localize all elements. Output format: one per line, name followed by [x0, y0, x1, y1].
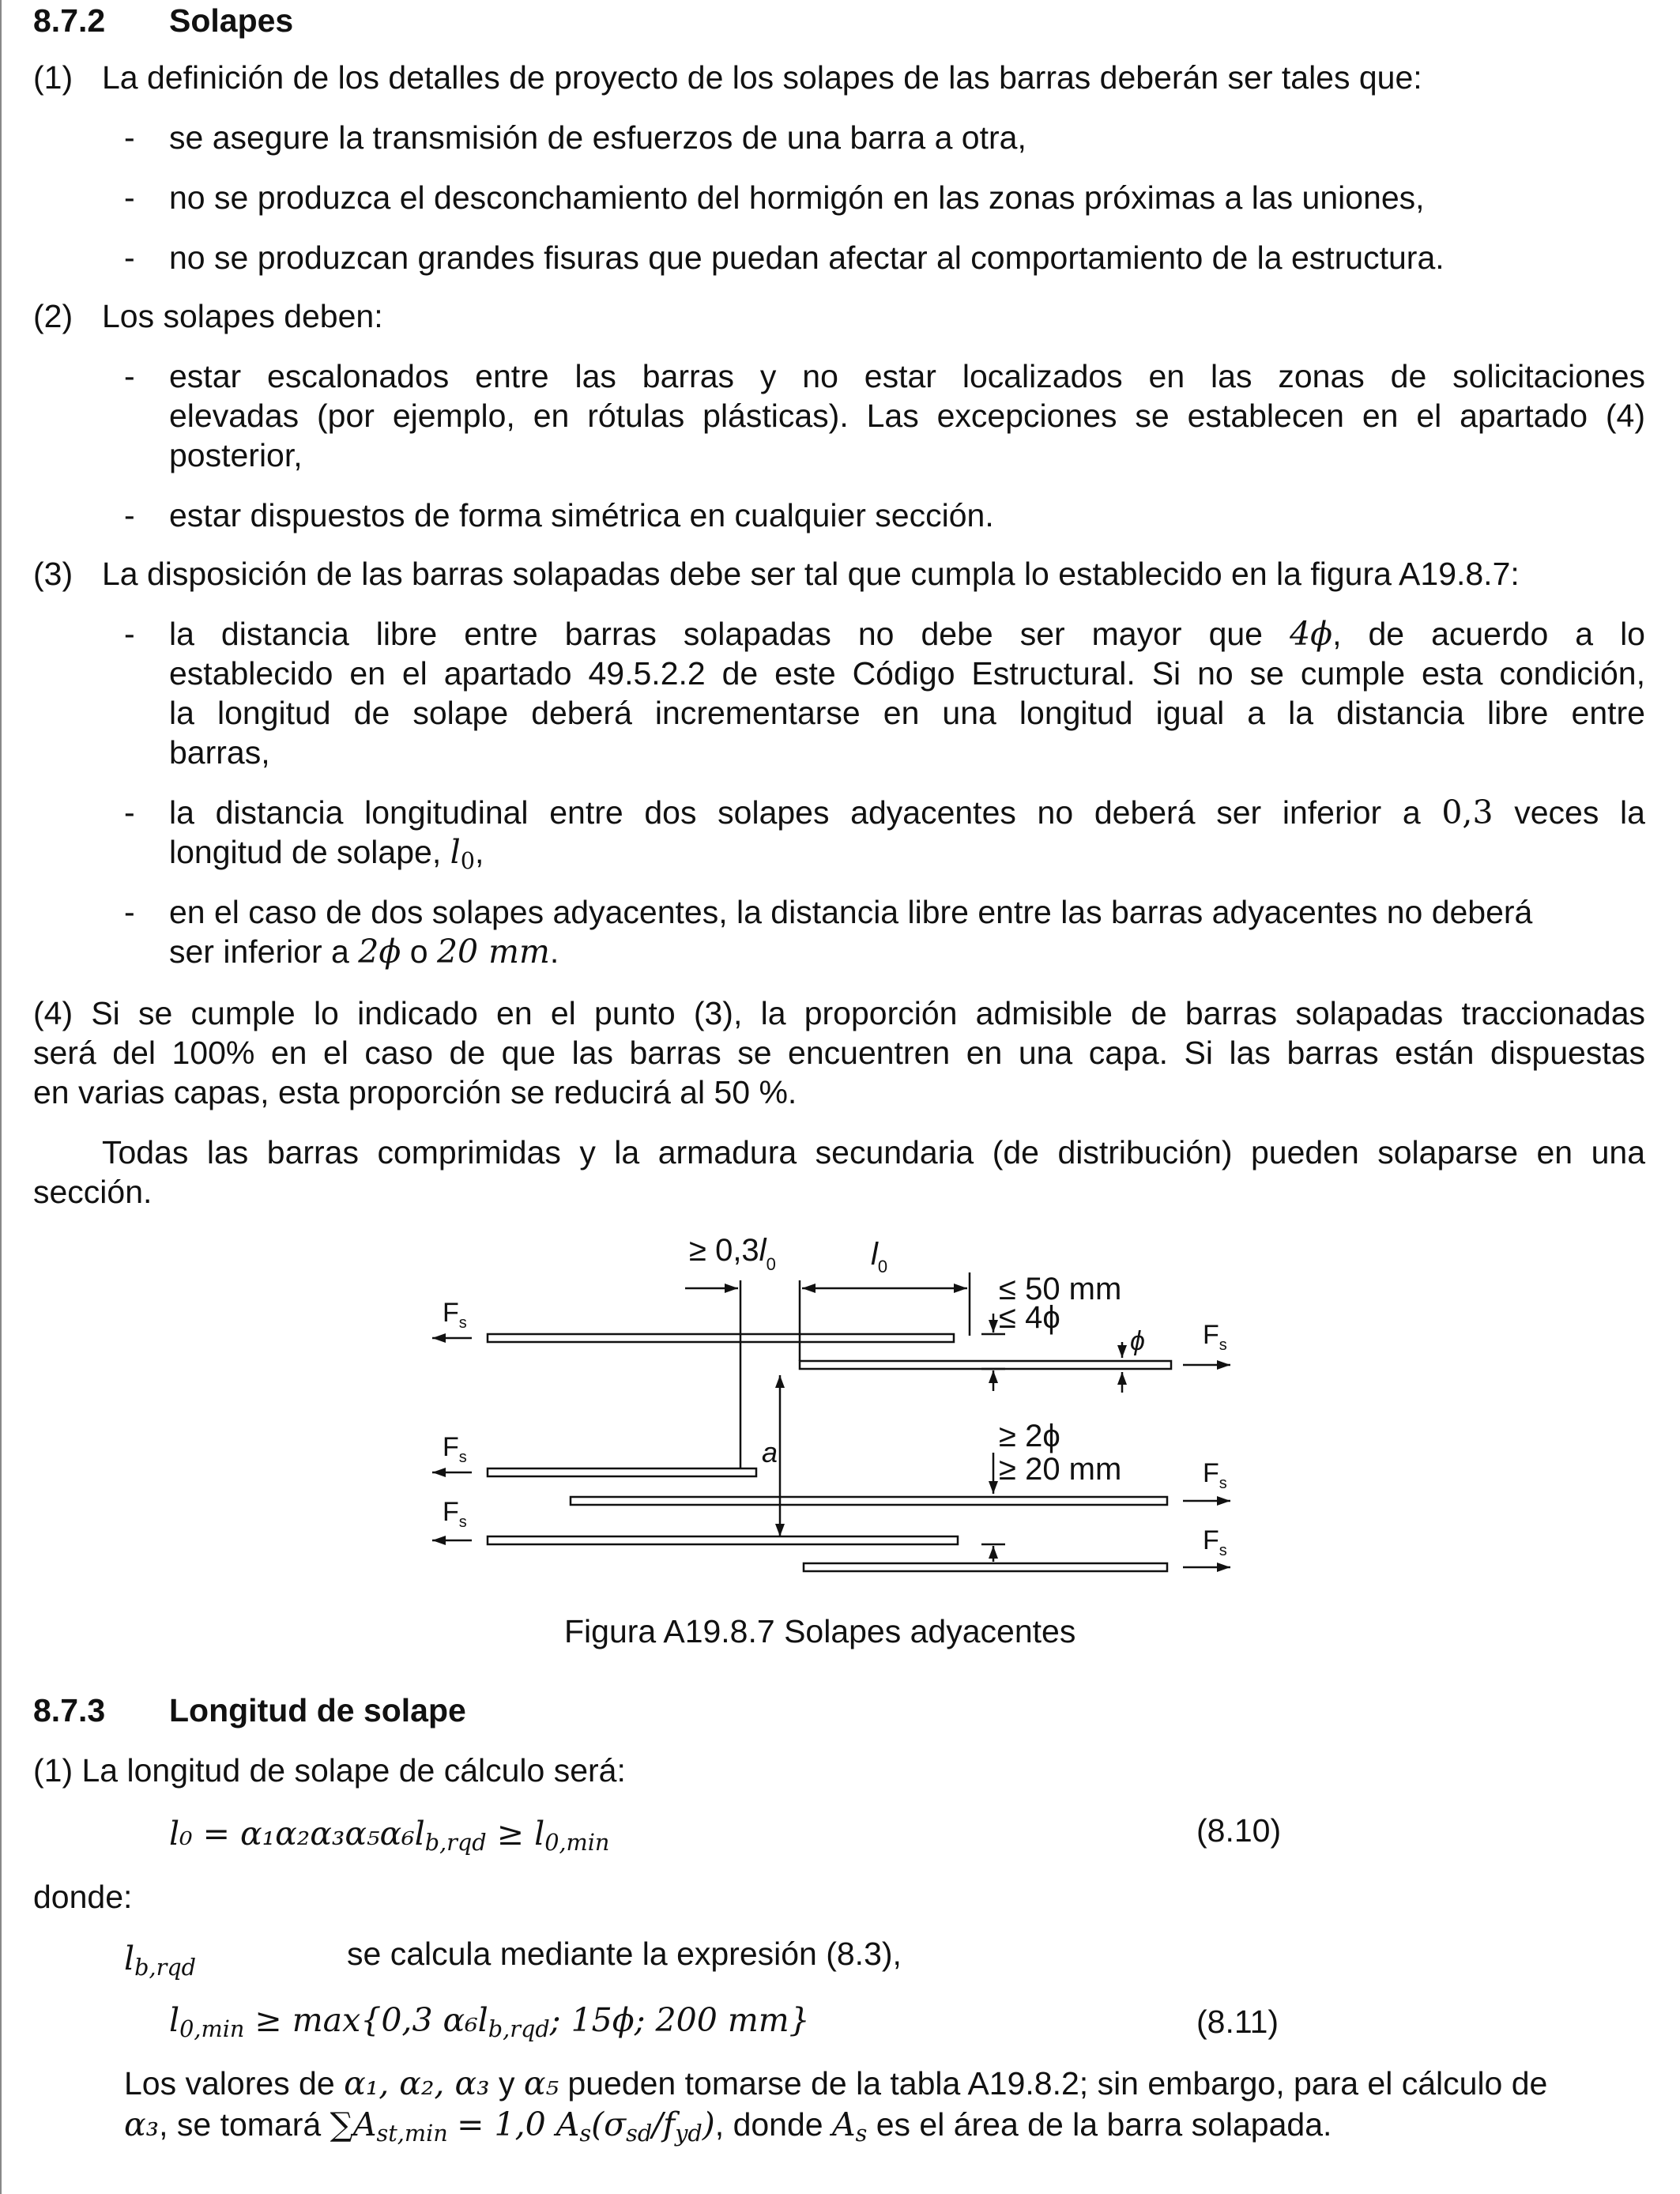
list-item: se asegure la transmisión de esfuerzos de una barra a otra,	[169, 119, 1026, 156]
para-line: Todas las barras comprimidas y la armadura secundaria (de distribución) pueden solaparse en una	[102, 1134, 1645, 1171]
list-item: estar dispuestos de forma simétrica en cualquier sección.	[169, 497, 994, 533]
equation-number: (8.11)	[1196, 2004, 1279, 2040]
label-phi: ϕ	[1130, 1326, 1145, 1356]
list-item: no se produzcan grandes fisuras que puedan afectar al comportamiento de la estructura.	[169, 239, 1445, 276]
list-dash: -	[124, 358, 135, 394]
list-item-line: la longitud de solape deberá incrementarse en una longitud igual a la distancia libre entre	[169, 695, 1645, 731]
list-dash: -	[124, 616, 135, 652]
list-dash: -	[124, 794, 135, 831]
label-50mm: ≤ 50 mm	[999, 1272, 1122, 1306]
list-item-line: elevadas (por ejemplo, en rótulas plásticas). Las excepciones se establecen en el apartado (4)	[169, 398, 1645, 434]
definition-text: se calcula mediante la expresión (8.3),	[347, 1936, 902, 1972]
list-dash: -	[124, 894, 135, 930]
list-dash: -	[124, 239, 135, 276]
dimension-lines	[432, 1272, 1230, 1567]
para-number: (2)	[33, 298, 73, 334]
label-Fs: $F_s$	[443, 1432, 467, 1466]
label-Fs: $F_s$	[1203, 1525, 1227, 1559]
bar	[571, 1497, 1167, 1505]
para-text: La definición de los detalles de proyecto de los solapes de las barras deberán ser tales que:	[102, 59, 1422, 96]
list-item-line: en el caso de dos solapes adyacentes, la distancia libre entre las barras adyacentes no deberá	[169, 894, 1533, 930]
list-item-line: la distancia longitudinal entre dos solapes adyacentes no deberá ser inferior a 0,3 veces la	[169, 794, 1645, 831]
donde-label: donde:	[33, 1879, 133, 1915]
bar	[800, 1361, 1171, 1369]
list-item-line: longitud de solape, $l_0$,	[169, 833, 484, 875]
para-number: (3)	[33, 556, 73, 592]
arrowheads	[432, 1284, 1230, 1572]
equation-number: (8.10)	[1196, 1812, 1282, 1849]
para-line: será del 100% en el caso de que las barras se encuentren en una capa. Si las barras están dispuestas	[33, 1035, 1645, 1071]
bar	[488, 1334, 954, 1342]
list-item-line: ser inferior a 2ϕ o 20 mm.	[169, 933, 559, 971]
figure-caption: Figura A19.8.7 Solapes adyacentes	[564, 1613, 1076, 1649]
equation-8-10: $l_0 = \alpha_1\alpha_2\alpha_3\alpha_5\alpha_6l_{b,rqd} \ge l_{0,min}$	[169, 1815, 610, 1857]
label-a: a	[762, 1436, 778, 1468]
label-0.3l0: ≥ $0,3l_0$	[689, 1233, 776, 1274]
para-text: (1) La longitud de solape de cálculo será:	[33, 1752, 626, 1789]
list-item: no se produzca el desconchamiento del hormigón en las zonas próximas a las uniones,	[169, 179, 1425, 216]
label-4phi: ≤ 4ϕ	[999, 1300, 1060, 1335]
para-line: (4) Si se cumple lo indicado en el punto (3), la proporción admisible de barras solapadas traccionadas	[33, 995, 1645, 1031]
label-l0: $l_0$	[871, 1237, 888, 1276]
list-item-line: posterior,	[169, 437, 303, 473]
bar	[804, 1563, 1167, 1571]
equation-8-11: $l_{0,min} \ge \max\{0,3$ $\alpha_6l_{b,rqd}$; 15ϕ; 200 mm}	[169, 2001, 810, 2043]
label-Fs: $F_s$	[1203, 1320, 1227, 1354]
para-text: Los solapes deben:	[102, 298, 383, 334]
list-item-line: establecido en el apartado 49.5.2.2 de este Código Estructural. Si no se cumple esta condición,	[169, 655, 1645, 692]
list-dash: -	[124, 497, 135, 533]
lap-splice-figure	[405, 1225, 1274, 1589]
list-dash: -	[124, 119, 135, 156]
list-item-line: barras,	[169, 734, 270, 771]
list-item-line: estar escalonados entre las barras y no estar localizados en las zonas de solicitaciones	[169, 358, 1645, 394]
bar	[488, 1468, 756, 1476]
para-number: (1)	[33, 59, 73, 96]
section-title: Longitud de solape	[169, 1692, 466, 1728]
para-line: sección.	[33, 1174, 153, 1210]
label-20mm: ≥ 20 mm	[999, 1452, 1122, 1487]
label-Fs: $F_s$	[443, 1497, 467, 1531]
symbol-lbrqd: $l_{b,rqd}$	[124, 1940, 197, 1981]
para-line: en varias capas, esta proporción se reducirá al 50 %.	[33, 1074, 797, 1110]
bar	[488, 1536, 958, 1544]
label-2phi: ≥ 2ϕ	[999, 1419, 1060, 1453]
para-line: α₃, se tomará $\sum A_{st,min} = 1,0$ $A_s(\sigma_{sd}/f_{yd})$, donde $A_s$ es el área de la barra solapada.	[124, 2105, 1332, 2147]
para-line: Los valores de α₁, α₂, α₃ y α₅ pueden tomarse de la tabla A19.8.2; sin embargo, para el cálculo de	[124, 2064, 1548, 2102]
para-text: La disposición de las barras solapadas debe ser tal que cumpla lo establecido en la figura A19.8.7:	[102, 556, 1520, 592]
section-number: 8.7.2	[33, 2, 106, 39]
label-Fs: $F_s$	[1203, 1458, 1227, 1492]
list-dash: -	[124, 179, 135, 216]
list-item-line: la distancia libre entre barras solapadas no debe ser mayor que 4ϕ, de acuerdo a lo	[169, 615, 1645, 653]
section-title: Solapes	[169, 2, 294, 39]
label-Fs: $F_s$	[443, 1298, 467, 1332]
section-number: 8.7.3	[33, 1692, 106, 1728]
